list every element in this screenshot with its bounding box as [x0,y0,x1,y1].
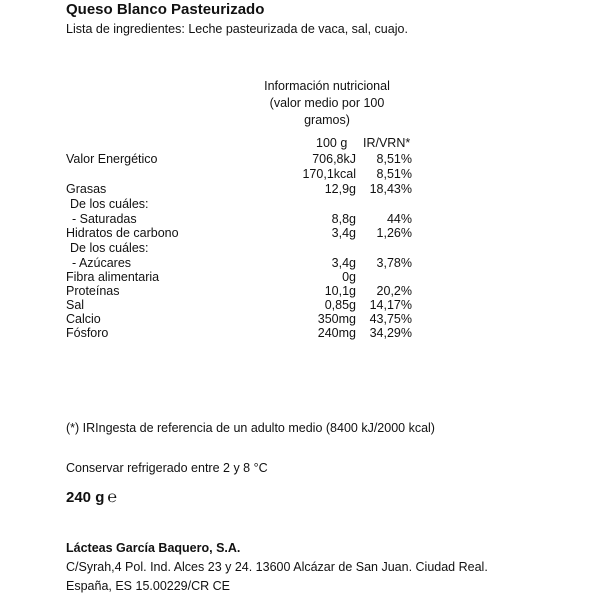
nutrient-name: Fósforo [66,326,109,340]
manufacturer-address: C/Syrah,4 Pol. Ind. Alces 23 y 24. 13600 Alcázar de San Juan. Ciudad Real. [66,560,488,574]
nutrient-name: Grasas [66,182,107,196]
nutrient-value-ir: 8,51% [376,152,412,166]
nutrient-value-ir: 14,17% [369,298,412,312]
nutrient-value-per-100g: 350mg [317,312,356,326]
nutrition-row [66,197,426,211]
registry-number: España, ES 15.00229/CR CE [66,579,230,593]
nutrition-row [66,312,426,326]
ingredients-label: Lista de ingredientes: [66,22,185,36]
column-header-ir: IR/VRN* [363,136,411,150]
nutrient-value-ir: 18,43% [369,182,412,196]
nutrient-name: Sal [66,298,85,312]
nutrient-value-ir: 3,78% [376,256,412,270]
nutrient-value-ir: 8,51% [376,167,412,181]
nutrient-name: Proteínas [66,284,120,298]
nutrition-row [66,152,426,166]
nutrient-value-ir: 20,2% [376,284,412,298]
nutrient-name: - Saturadas [72,212,137,226]
footnote: (*) IRIngesta de referencia de un adulto medio (8400 kJ/2000 kcal) [66,421,435,435]
nutrition-row [66,212,426,226]
column-header-100g: 100 g [316,136,348,150]
nutrition-row [66,182,426,196]
nutrient-name: De los cuáles: [70,197,149,211]
nutrient-value-ir: 34,29% [369,326,412,340]
nutrition-row [66,241,426,255]
nutrient-value-ir: 1,26% [376,226,412,240]
nutrition-row [66,326,426,340]
nutrition-row [66,167,426,181]
nutrient-name: Hidratos de carbono [66,226,179,240]
nutrition-row [66,226,426,240]
nutrient-name: Calcio [66,312,101,326]
nutrition-row [66,256,426,270]
nutrient-value-per-100g: 3,4g [331,256,356,270]
ingredients-text: Leche pasteurizada de vaca, sal, cuajo. [188,22,408,36]
nutrient-name: Valor Energético [66,152,158,166]
nutrient-value-per-100g: 706,8kJ [312,152,356,166]
nutrient-name: Fibra alimentaria [66,270,160,284]
nutrient-value-per-100g: 12,9g [324,182,356,196]
nutrition-row [66,298,426,312]
nutrient-value-ir: 44% [386,212,412,226]
net-weight-value: 240 g [66,489,105,506]
nutrition-row [66,270,426,284]
nutrient-value-ir: 43,75% [369,312,412,326]
nutrient-value-per-100g: 8,8g [331,212,356,226]
estimated-sign-icon: ℮ [107,489,117,506]
nutrient-name: De los cuáles: [70,241,149,255]
storage-instructions: Conservar refrigerado entre 2 y 8 °C [66,461,268,475]
nutrient-name: - Azúcares [72,256,132,270]
nutrient-value-per-100g: 240mg [317,326,356,340]
nutrient-value-per-100g: 170,1kcal [302,167,356,181]
product-title: Queso Blanco Pasteurizado [66,1,265,18]
nutrient-value-per-100g: 10,1g [324,284,356,298]
ingredients-line [66,22,408,36]
nutrition-heading: Información nutricional (valor medio por 100 gramos) [264,79,390,127]
nutrient-value-per-100g: 3,4g [331,226,356,240]
nutrient-value-per-100g: 0,85g [324,298,356,312]
manufacturer-name: Lácteas García Baquero, S.A. [66,541,241,555]
net-weight [66,489,117,507]
nutrient-value-per-100g: 0g [342,270,356,284]
nutrition-row [66,284,426,298]
